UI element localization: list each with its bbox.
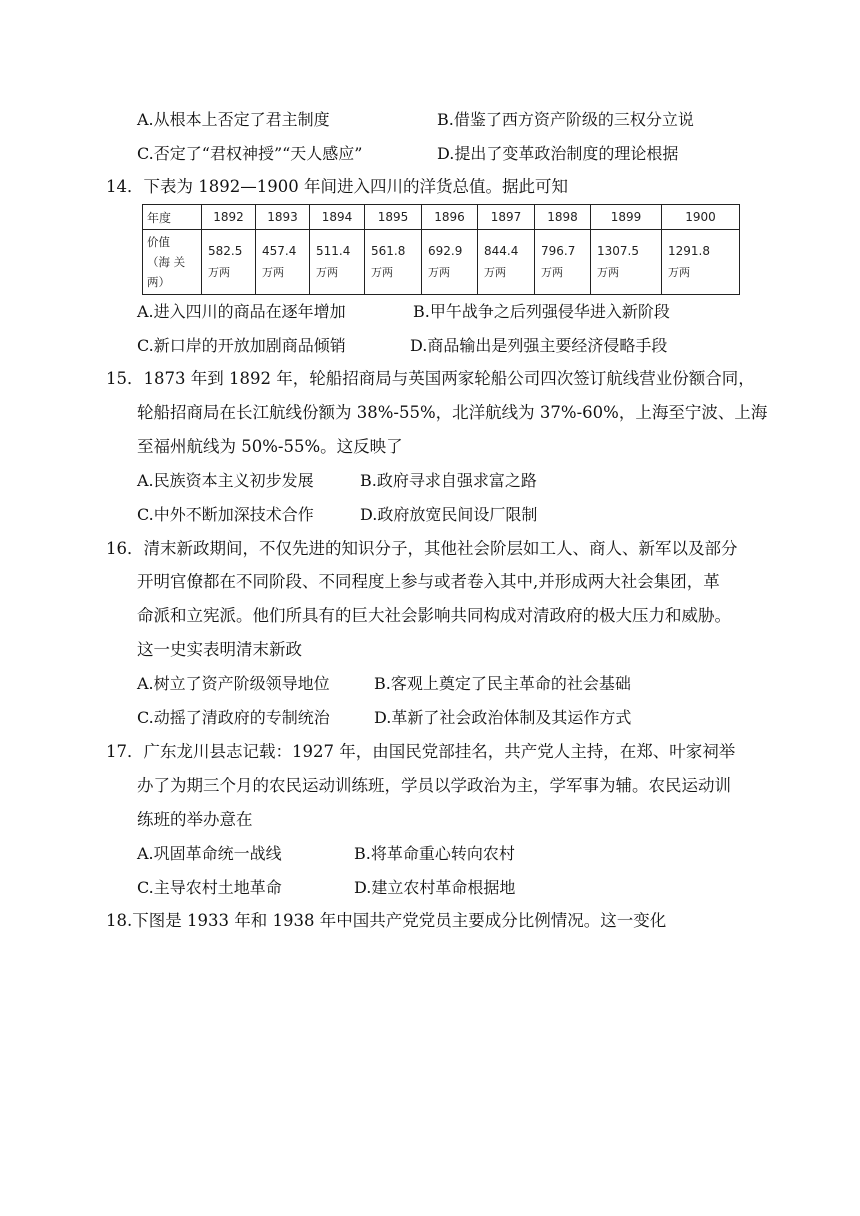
q14-option-d: D.商品输出是列强主要经济侵略手段	[410, 336, 668, 355]
q14-table	[142, 204, 740, 295]
table-header-year: 1900	[662, 205, 740, 230]
q15-option-b: B.政府寻求自强求富之路	[360, 471, 537, 490]
cell-unit: 万两	[668, 266, 690, 279]
q14-option-b: B.甲午战争之后列强侵华进入新阶段	[413, 302, 670, 321]
q15-stem-line-3: 至福州航线为 50%-55%。这反映了	[137, 437, 403, 456]
q17-stem-line-2: 办了为期三个月的农民运动训练班，学员以学政治为主，学军事为辅。农民运动训	[137, 776, 731, 795]
cell-unit: 万两	[428, 266, 450, 279]
table-header-year: 1892	[202, 205, 256, 230]
q16-stem-line-1	[106, 538, 738, 560]
q17-stem-line-3: 练班的举办意在	[137, 810, 253, 829]
cell-value: 582.5	[208, 244, 243, 258]
table-header-year: 1897	[478, 205, 535, 230]
q14-option-c: C.新口岸的开放加剧商品倾销	[137, 336, 346, 355]
cell-value: 844.4	[484, 244, 519, 258]
table-header-year: 1896	[422, 205, 478, 230]
table-cell	[662, 230, 740, 295]
q16-option-a: A.树立了资产阶级领导地位	[137, 674, 330, 693]
table-header-year: 1894	[310, 205, 365, 230]
cell-unit: 万两	[208, 266, 230, 279]
table-header-label: 年度	[143, 205, 202, 230]
question-text: 下图是 1933 年和 1938 年中国共产党党员主要成分比例情况。这一变化	[132, 911, 667, 930]
cell-value: 796.7	[541, 244, 576, 258]
q18-stem	[106, 910, 666, 932]
cell-unit: 万两	[262, 266, 284, 279]
q17-option-d: D.建立农村革命根据地	[354, 878, 516, 897]
table-cell	[256, 230, 310, 295]
q13-option-b: B.借鉴了西方资产阶级的三权分立说	[437, 110, 694, 129]
cell-unit: 万两	[597, 266, 619, 279]
q16-option-d: D.革新了社会政治体制及其运作方式	[374, 708, 632, 727]
q14-option-a: A.进入四川的商品在逐年增加	[137, 302, 346, 321]
question-text: 1873 年到 1892 年，轮船招商局与英国两家轮船公司四次签订航线营业份额合同，	[143, 369, 755, 388]
question-number: 16．	[106, 539, 144, 558]
table-cell	[365, 230, 422, 295]
q15-option-a: A.民族资本主义初步发展	[137, 471, 314, 490]
q13-option-a: A.从根本上否定了君主制度	[137, 110, 330, 129]
cell-unit: 万两	[371, 266, 393, 279]
table-cell	[310, 230, 365, 295]
q17-option-c: C.主导农村土地革命	[137, 878, 282, 897]
cell-value: 457.4	[262, 244, 297, 258]
cell-unit: 万两	[316, 266, 338, 279]
row-label-line: 价值	[147, 235, 170, 249]
q17-option-a: A.巩固革命统一战线	[137, 844, 282, 863]
cell-value: 511.4	[316, 244, 351, 258]
q16-stem-line-4: 这一史实表明清末新政	[137, 640, 302, 659]
q13-option-c: C.否定了“君权神授”“天人感应”	[137, 144, 363, 163]
table-cell	[422, 230, 478, 295]
question-number: 15．	[106, 369, 144, 388]
row-label-line: 两）	[147, 275, 170, 289]
table-header-year: 1893	[256, 205, 310, 230]
table-cell	[202, 230, 256, 295]
question-text: 下表为 1892—1900 年间进入四川的洋货总值。据此可知	[143, 177, 568, 196]
cell-unit: 万两	[484, 266, 506, 279]
q17-stem-line-1	[106, 741, 735, 763]
table-cell	[478, 230, 535, 295]
q14-stem	[106, 176, 568, 198]
table-value-row	[143, 230, 740, 295]
table-header-year: 1899	[591, 205, 662, 230]
question-text: 清末新政期间，不仅先进的知识分子，其他社会阶层如工人、商人、新军以及部分	[143, 539, 738, 558]
q16-stem-line-2: 开明官僚都在不同阶段、不同程度上参与或者卷入其中,并形成两大社会集团，革	[137, 572, 720, 591]
q13-option-d: D.提出了变革政治制度的理论根据	[437, 144, 679, 163]
q15-stem-line-1	[106, 368, 755, 390]
cell-value: 692.9	[428, 244, 463, 258]
table-header-year: 1895	[365, 205, 422, 230]
q16-option-b: B.客观上奠定了民主革命的社会基础	[374, 674, 631, 693]
table-row-label	[143, 230, 202, 295]
q15-option-d: D.政府放宽民间设厂限制	[360, 505, 538, 524]
row-label-line: （海 关	[147, 255, 186, 269]
question-text: 广东龙川县志记载：1927 年，由国民党部挂名，共产党人主持，在郑、叶家祠举	[143, 742, 736, 761]
table-cell	[591, 230, 662, 295]
cell-value: 1291.8	[668, 244, 710, 258]
table-header-row	[143, 205, 740, 230]
cell-unit: 万两	[541, 266, 563, 279]
q15-stem-line-2: 轮船招商局在长江航线份额为 38%-55%，北洋航线为 37%-60%，上海至宁波、上海	[137, 403, 768, 422]
q16-option-c: C.动摇了清政府的专制统治	[137, 708, 330, 727]
q15-option-c: C.中外不断加深技术合作	[137, 505, 314, 524]
table-header-year: 1898	[535, 205, 591, 230]
q17-option-b: B.将革命重心转向农村	[354, 844, 515, 863]
question-number: 18.	[106, 911, 133, 930]
question-number: 17．	[106, 742, 144, 761]
question-number: 14．	[106, 177, 144, 196]
cell-value: 1307.5	[597, 244, 639, 258]
cell-value: 561.8	[371, 244, 406, 258]
table-cell	[535, 230, 591, 295]
q16-stem-line-3: 命派和立宪派。他们所具有的巨大社会影响共同构成对清政府的极大压力和威胁。	[137, 606, 731, 625]
